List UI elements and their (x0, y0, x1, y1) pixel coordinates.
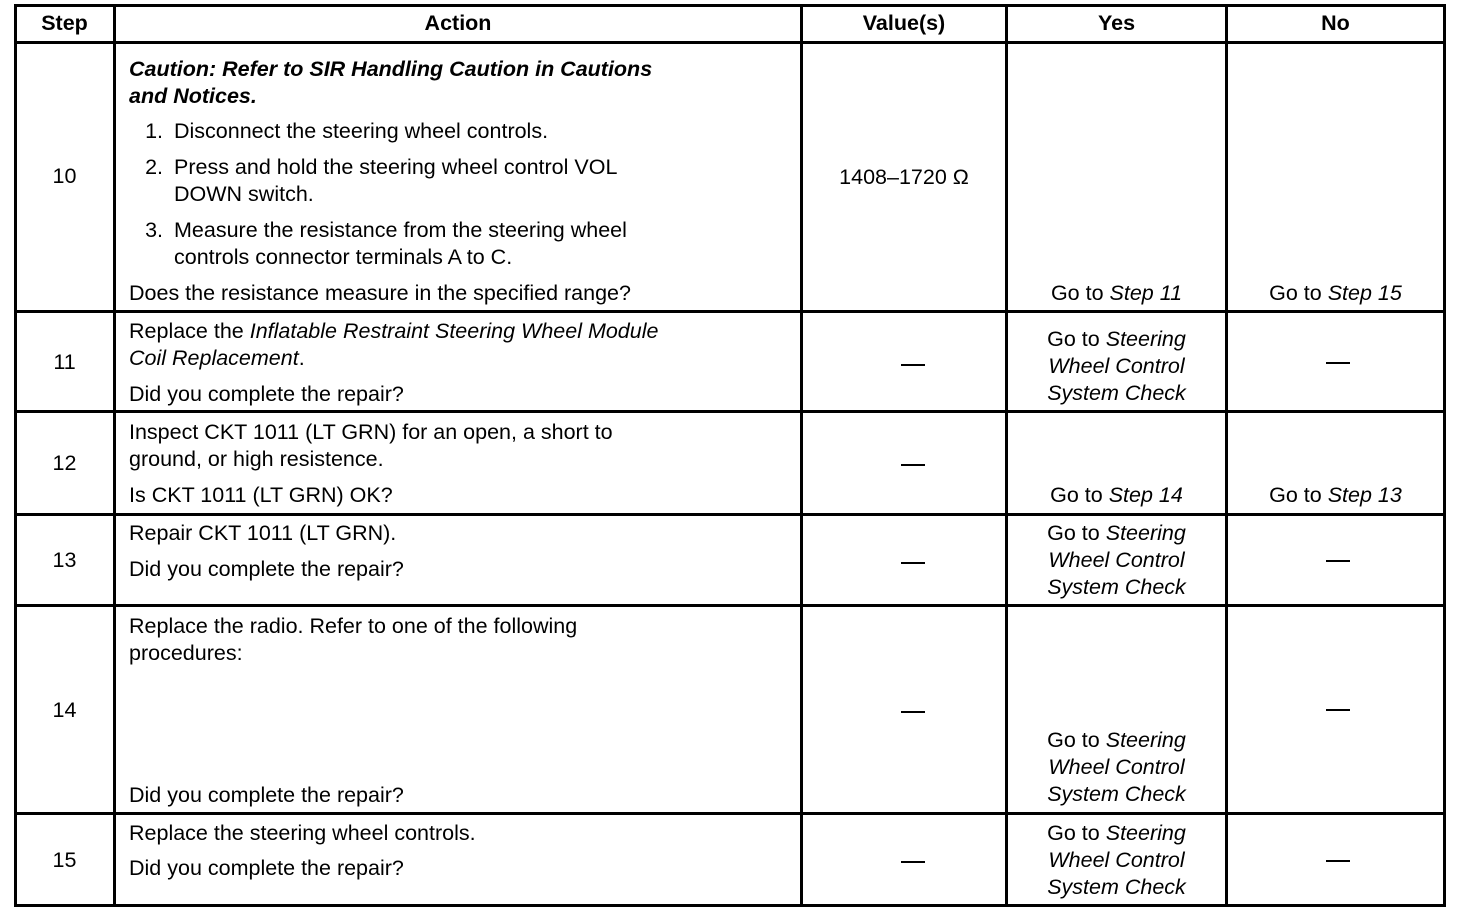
question-text: Did you complete the repair? (129, 557, 404, 581)
list-item-text: controls connector terminals A to C. (174, 245, 513, 269)
value-dash (901, 364, 925, 366)
list-item-text: DOWN switch. (174, 182, 314, 206)
question-text: Does the resistance measure in the specified range? (129, 281, 631, 305)
check-link[interactable]: System Check (1047, 575, 1186, 599)
caution-text: and Notices. (129, 84, 257, 108)
no-dash (1326, 860, 1350, 862)
step-number: 10 (52, 164, 77, 188)
question-text: Did you complete the repair? (129, 783, 404, 807)
action-text (129, 345, 305, 372)
question-text: Is CKT 1011 (LT GRN) OK? (129, 483, 393, 507)
go-to-label: Go to (1047, 821, 1100, 845)
header-values: Value(s) (862, 11, 946, 35)
check-link[interactable]: Wheel Control (1048, 755, 1185, 779)
value-dash (901, 464, 925, 466)
check-link[interactable]: Steering (1105, 821, 1186, 845)
check-link[interactable]: Steering (1105, 521, 1186, 545)
procedure-link[interactable]: Inflatable Restraint Steering Wheel Module (249, 319, 659, 343)
row-divider (14, 310, 1446, 313)
check-link[interactable]: Wheel Control (1048, 354, 1185, 378)
row-divider (14, 604, 1446, 607)
question-text: Did you complete the repair? (129, 382, 404, 406)
step-number: 14 (52, 698, 77, 722)
no-action (1228, 482, 1443, 509)
list-item (129, 217, 627, 244)
list-item (129, 118, 548, 145)
check-link[interactable]: Steering (1105, 327, 1186, 351)
yes-action (1008, 326, 1225, 353)
list-item (129, 154, 617, 181)
check-link[interactable]: Steering (1105, 728, 1186, 752)
procedure-link[interactable]: Coil Replacement (129, 346, 299, 370)
check-link[interactable]: System Check (1047, 875, 1186, 899)
action-text: Replace the steering wheel controls. (129, 821, 476, 845)
go-to-label: Go to (1050, 483, 1103, 507)
action-text: ground, or high resistence. (129, 447, 384, 471)
no-dash (1326, 560, 1350, 562)
step-link[interactable]: Step 11 (1109, 281, 1183, 305)
check-link[interactable]: System Check (1047, 782, 1186, 806)
step-number: 15 (52, 848, 77, 872)
action-text (129, 318, 658, 345)
list-item-text: Press and hold the steering wheel control VOL (174, 155, 618, 179)
row-divider (14, 410, 1446, 413)
yes-action (1008, 727, 1225, 754)
go-to-label: Go to (1047, 728, 1100, 752)
value-text: 1408–1720 Ω (839, 165, 969, 189)
list-item-number: 3. (145, 218, 163, 242)
yes-action (1008, 820, 1225, 847)
list-item-number: 2. (145, 155, 163, 179)
step-link[interactable]: Step 13 (1327, 483, 1402, 507)
step-number: 13 (52, 548, 77, 572)
action-text: procedures: (129, 641, 243, 665)
action-suffix: . (298, 346, 305, 370)
table-border-right (1443, 4, 1446, 907)
check-link[interactable]: Wheel Control (1048, 848, 1185, 872)
value-dash (901, 562, 925, 564)
header-yes: Yes (1097, 11, 1136, 35)
go-to-label: Go to (1047, 327, 1100, 351)
action-text: Replace the radio. Refer to one of the following (129, 614, 578, 638)
yes-action (1008, 482, 1225, 509)
no-action (1228, 280, 1443, 307)
value-dash (901, 861, 925, 863)
step-link[interactable]: Step 14 (1108, 483, 1183, 507)
row-divider (14, 513, 1446, 516)
column-divider-yes (1225, 4, 1228, 907)
table-border-bottom (14, 904, 1446, 907)
step-number: 12 (52, 451, 77, 475)
go-to-label: Go to (1269, 483, 1322, 507)
action-text: Inspect CKT 1011 (LT GRN) for an open, a short to (129, 420, 613, 444)
step-number: 11 (53, 350, 76, 374)
caution-text: Caution: Refer to SIR Handling Caution in Cautions (129, 57, 653, 81)
action-text: Repair CKT 1011 (LT GRN). (129, 521, 397, 545)
no-dash (1326, 709, 1350, 711)
yes-action (1008, 520, 1225, 547)
check-link[interactable]: Wheel Control (1048, 548, 1185, 572)
go-to-label: Go to (1050, 281, 1104, 305)
go-to-label: Go to (1269, 281, 1322, 305)
no-dash (1326, 362, 1350, 364)
column-divider-action (800, 4, 803, 907)
action-prefix: Replace the (129, 319, 244, 343)
yes-action (1008, 280, 1225, 307)
header-step: Step (41, 11, 88, 35)
question-text: Did you complete the repair? (129, 856, 404, 880)
value-dash (901, 711, 925, 713)
header-no: No (1321, 11, 1350, 35)
go-to-label: Go to (1047, 521, 1100, 545)
list-item-text: Disconnect the steering wheel controls. (174, 119, 549, 143)
header-action: Action (424, 11, 492, 35)
list-item-number: 1. (145, 119, 163, 143)
diagnostic-table (14, 4, 1446, 907)
column-divider-step (113, 4, 116, 907)
row-divider (14, 812, 1446, 815)
check-link[interactable]: System Check (1047, 381, 1186, 405)
list-item-text: Measure the resistance from the steering wheel (174, 218, 627, 242)
step-link[interactable]: Step 15 (1327, 281, 1402, 305)
